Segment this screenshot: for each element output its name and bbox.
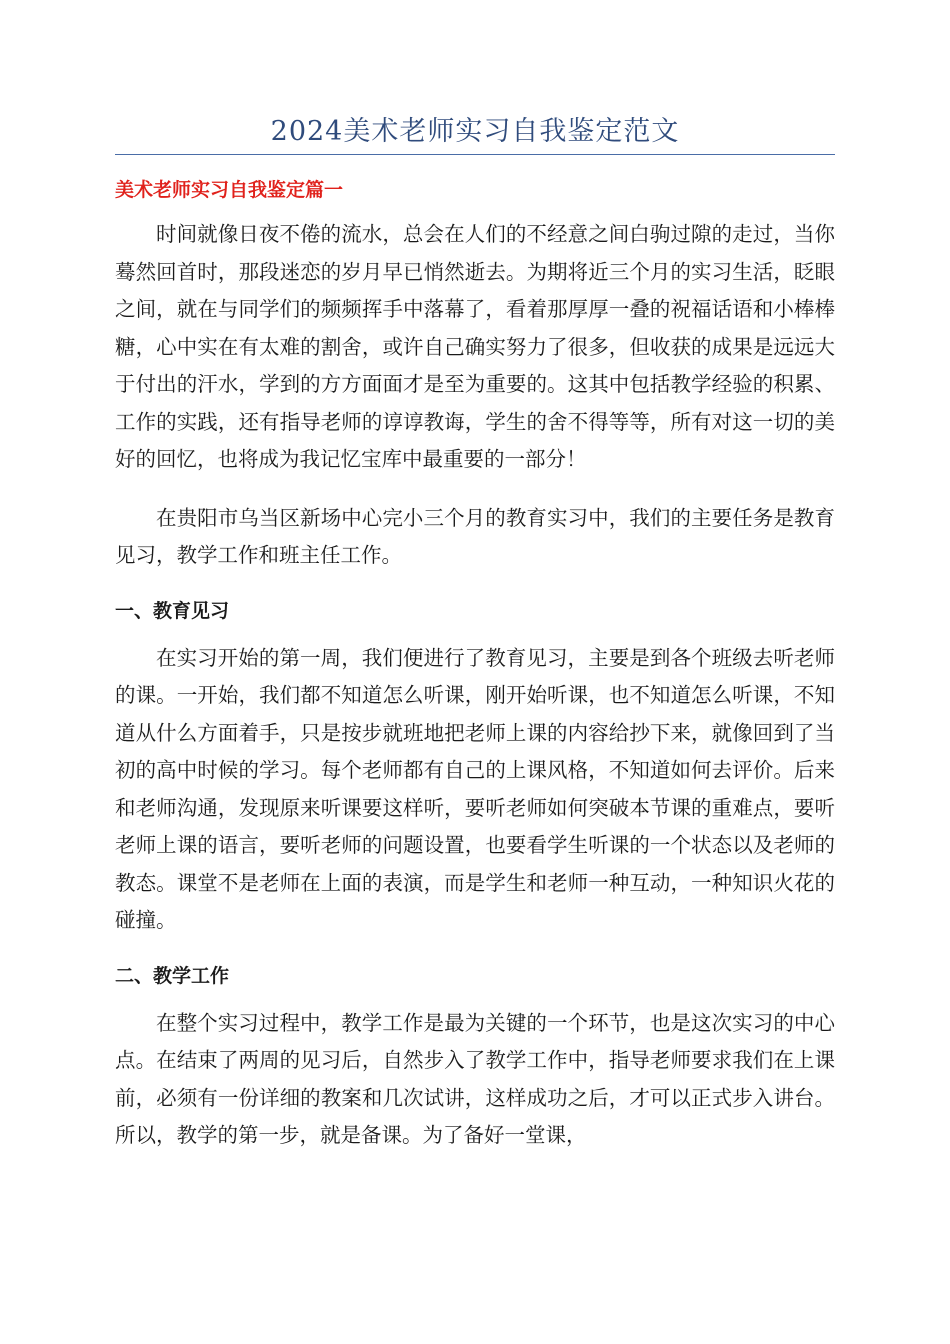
paragraph-tasks: 在贵阳市乌当区新场中心完小三个月的教育实习中，我们的主要任务是教育见习，教学工作和班主任工作。 [115,505,835,567]
section-heading-observation: 一、教育见习 [115,599,230,622]
document-title: 2024美术老师实习自我鉴定范文 [270,116,680,147]
paragraph-intro: 时间就像日夜不倦的流水，总会在人们的不经意之间白驹过隙的走过，当你蓦然回首时，那段迷恋的岁月早已悄然逝去。为期将近三个月的实习生活，眨眼之间，就在与同学们的频频挥手中落幕了，看着那厚厚一叠的祝福话语和小棒棒糖，心中实在有太难的割舍，或许自己确实努力了很多，但收获的成果是远远大于付出的汗水，学到的方方面面才是至为重要的。这其中包括教学经验的积累、工作的实践，还有指导老师的谆谆教诲，学生的舍不得等等，所有对这一切的美好的回忆，也将成为我记忆宝库中最重要的一部分！ [115,222,835,471]
document-body [115,176,835,1176]
title-divider [115,154,835,155]
section-heading-teaching: 二、教学工作 [115,964,230,987]
paragraph-teaching: 在整个实习过程中，教学工作是最为关键的一个环节，也是这次实习的中心点。在结束了两周的见习后，自然步入了教学工作中，指导老师要求我们在上课前，必须有一份详细的教案和几次试讲，这样成功之后，才可以正式步入讲台。所以，教学的第一步，就是备课。为了备好一堂课， [115,1010,835,1147]
article-subtitle: 美术老师实习自我鉴定篇一 [115,179,344,201]
paragraph-observation: 在实习开始的第一周，我们便进行了教育见习，主要是到各个班级去听老师的课。一开始，我们都不知道怎么听课，刚开始听课，也不知道怎么听课，不知道从什么方面着手，只是按步就班地把老师上课的内容给抄下来，就像回到了当初的高中时候的学习。每个老师都有自己的上课风格，不知道如何去评价。后来和老师沟通，发现原来听课要这样听，要听老师如何突破本节课的重难点，要听老师上课的语言，要听老师的问题设置，也要看学生听课的一个状态以及老师的教态。课堂不是老师在上面的表演，而是学生和老师一种互动，一种知识火花的碰撞。 [115,645,835,932]
